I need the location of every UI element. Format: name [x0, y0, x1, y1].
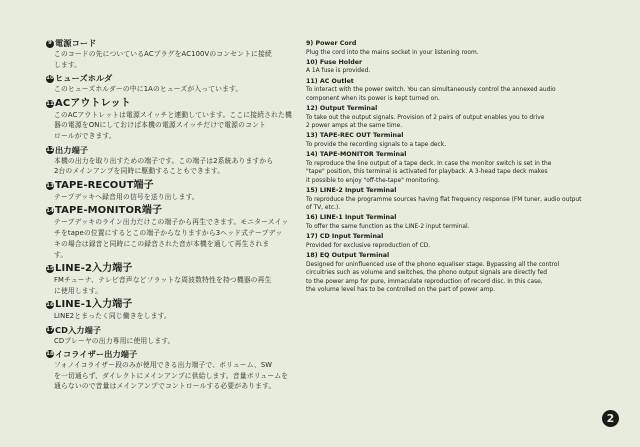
- jp-body-line: このヒューズホルダーの中に1Aのヒューズが入っています。: [54, 85, 243, 94]
- jp-section-title: CD入力端子: [55, 324, 102, 335]
- jp-body-line: FMチューナ、テレビ音声などフラットな周波数特性を持つ機器の再生: [54, 275, 272, 284]
- en-section: [306, 105, 628, 131]
- en-section: [306, 187, 628, 213]
- jp-body-line: テープデッキのライン出力だけこの端子から再生できます。モニタースイッ: [54, 218, 289, 227]
- jp-section: [46, 73, 294, 95]
- en-section-heading: 18) EQ Output Terminal: [306, 252, 390, 259]
- jp-body-line: LINE2とまったく同じ働きをします。: [54, 312, 171, 321]
- item-number-badge: 14: [46, 208, 54, 215]
- jp-section: [46, 325, 294, 347]
- item-number-badge: 18: [46, 350, 54, 357]
- jp-section: [46, 145, 294, 178]
- en-section-body: To reproduce the line output of a tape deck. In case the monitor switch is set in the "tape" position, this terminal is activated for playback. A 3-head tape deck makes it possible to enjoy "off-the-tape" monitoring.: [306, 160, 552, 184]
- en-section-heading: 15) LINE-2 Input Terminal: [306, 187, 397, 195]
- en-section-body: To interact with the power switch. You can simultaneously control the annexed audio component when its power is kept turned on.: [306, 87, 556, 102]
- jp-section-title: LINE-1入力端子: [55, 299, 133, 311]
- en-section-body: To reproduce the programme sources having flat frequency response (FM tuner, audio output of TV, etc.).: [306, 196, 582, 212]
- jp-body-line: 通らないので音量はメインアンプでコントロールする必要があります。: [54, 382, 276, 391]
- jp-section-heading: [46, 180, 294, 192]
- en-section-heading: 16) LINE-1 Input Terminal: [306, 214, 397, 222]
- jp-section-heading: [46, 38, 294, 49]
- jp-section-heading: [46, 349, 294, 360]
- jp-section: [46, 299, 294, 322]
- en-section-heading: 14) TAPE-MONITOR Terminal: [306, 151, 407, 159]
- en-section: [306, 59, 628, 76]
- page-number: 2: [602, 410, 619, 427]
- en-section: [306, 214, 628, 231]
- jp-section-heading: [46, 205, 294, 217]
- jp-section: [46, 180, 294, 203]
- jp-section-heading: [46, 325, 294, 336]
- jp-body-line: す。: [54, 250, 68, 259]
- jp-body-line: 2台のメインアンプを同時に駆動することもできます。: [54, 167, 225, 176]
- jp-section-title: イコライザー出力端子: [55, 348, 138, 359]
- en-section: [306, 132, 628, 149]
- en-section-heading: 10) Fuse Holder: [306, 58, 363, 66]
- jp-body-line: 本機の出力を取り出すための端子です。この端子は2系統ありますから: [54, 156, 274, 165]
- item-number-badge: 13: [46, 182, 54, 189]
- jp-body-line: します。: [54, 60, 82, 69]
- jp-section-heading: [46, 73, 294, 84]
- en-section: [306, 40, 628, 57]
- en-section-body: Plug the cord into the mains socket in your listening room.: [306, 49, 479, 56]
- jp-body-line: CDプレーヤの出力専用に使用します。: [54, 336, 175, 345]
- item-number-badge: 17: [46, 326, 54, 333]
- jp-body-line: 器の電源をONにしておけば本機の電源スイッチだけで電源のコント: [54, 121, 266, 130]
- jp-body-line: フォノイコライザー段のみが使用できる出力端子で、ボリューム、SW: [54, 360, 273, 369]
- jp-section: [46, 349, 294, 392]
- en-section-body: Designed for uninfluenced use of the phono equaliser stage. Bypassing all the control circuitries such as volume and switches, the phono output signals are directly fed to the power amp for pure, immaculate reproduction of record disc. In this case, the volume level has to be controlled on the part of power amp.: [306, 261, 560, 294]
- jp-body-line: ロールができます。: [54, 132, 116, 141]
- jp-section-title: TAPE-MONITOR端子: [55, 205, 163, 217]
- en-section: [306, 151, 628, 185]
- en-section-body: To offer the same function as the LINE-2 input terminal.: [306, 224, 470, 231]
- item-number-badge: 9: [46, 40, 54, 48]
- jp-section-heading: [46, 299, 294, 311]
- item-number-badge: 10: [46, 75, 54, 82]
- en-section-heading: 13) TAPE-REC OUT Terminal: [306, 132, 404, 140]
- jp-section: [46, 263, 294, 297]
- jp-section-heading: [46, 145, 294, 156]
- jp-section-title: ACアウトレット: [55, 97, 131, 109]
- jp-section: [46, 38, 294, 71]
- japanese-column: [46, 38, 294, 395]
- item-number-badge: 11: [46, 100, 54, 107]
- jp-section: [46, 98, 294, 142]
- jp-body-line: を一切通らず、ダイレクトにメインアンプに供給します。音量ボリュームを: [54, 371, 289, 380]
- jp-body-line: に使用します。: [54, 286, 103, 295]
- jp-section-heading: [46, 263, 294, 275]
- en-section-body: Provided for exclusive reproduction of CD.: [306, 242, 431, 249]
- jp-body-line: このコードの先についているACプラグをAC100Vのコンセントに接続: [54, 50, 272, 58]
- en-section-body: To take out the output signals. Provision of 2 pairs of output enables you to drive 2 power amps at the same time.: [306, 114, 545, 130]
- jp-section-title: 電源コード: [55, 38, 97, 48]
- jp-body-line: このACアウトレットは電源スイッチと連動しています。ここに接続された機: [54, 110, 292, 119]
- jp-body-line: キの場合は録音と同時にこの録音された音が本機を通して再生されま: [54, 239, 270, 248]
- en-section-heading: 12) Output Terminal: [306, 104, 378, 112]
- en-section-body: A 1A fuse is provided.: [306, 68, 371, 75]
- item-number-badge: 12: [46, 146, 54, 153]
- jp-body-line: チをtapeの位置にするとこの端子からなりますから3ヘッド式テープデッ: [54, 228, 283, 237]
- en-section-heading: 11) AC Outlet: [306, 77, 354, 85]
- jp-section-title: ヒューズホルダ: [55, 73, 113, 84]
- item-number-badge: 16: [46, 302, 54, 309]
- jp-section-title: LINE-2入力端子: [55, 262, 133, 274]
- en-section-heading: 9) Power Cord: [306, 40, 357, 47]
- en-section-heading: 17) CD Input Terminal: [306, 233, 384, 241]
- en-section-body: To provide the recording signals to a tape deck.: [306, 141, 447, 148]
- en-section: [306, 233, 628, 250]
- jp-section-title: TAPE-RECOUT端子: [55, 179, 154, 191]
- en-section: [306, 78, 628, 104]
- jp-body-line: テープデッキへ録音用の信号を送り出します。: [54, 192, 199, 201]
- en-section: [306, 252, 628, 295]
- jp-section-title: 出力端子: [55, 144, 89, 155]
- english-column: [306, 40, 628, 297]
- jp-section-heading: [46, 98, 294, 110]
- item-number-badge: 15: [46, 265, 54, 272]
- jp-section: [46, 205, 294, 260]
